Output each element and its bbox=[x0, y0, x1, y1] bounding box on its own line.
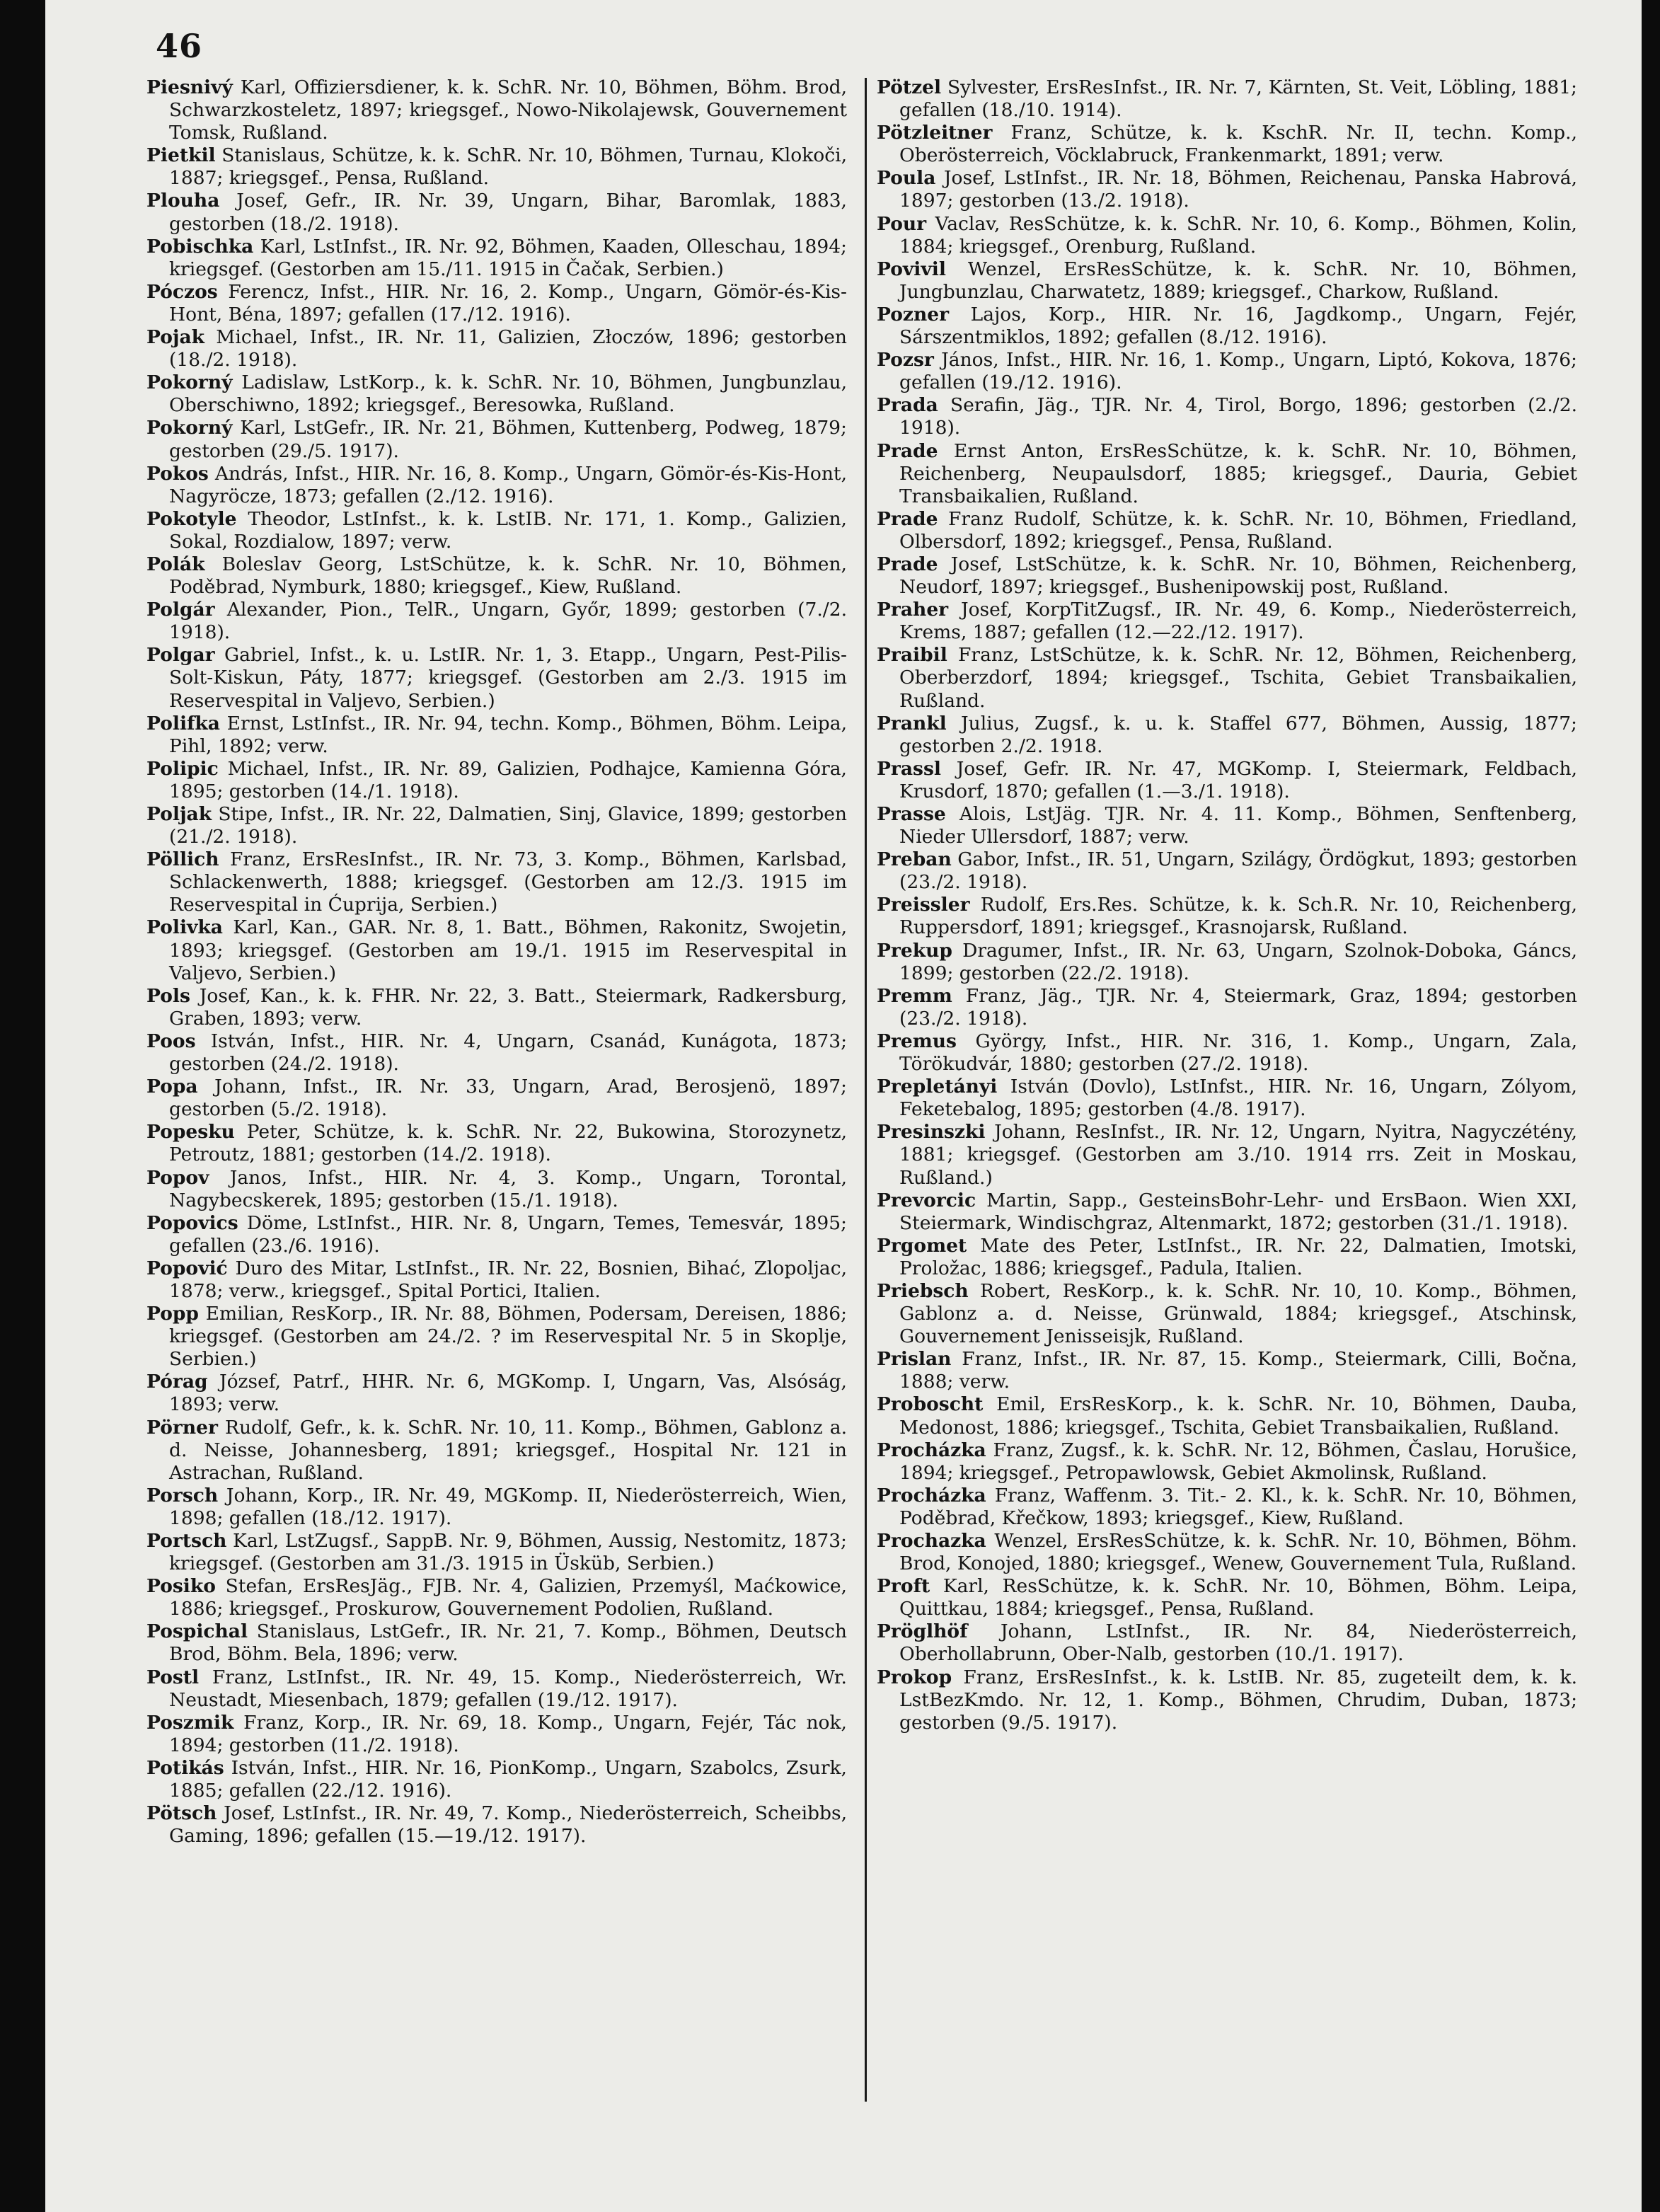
list-entry bbox=[877, 508, 1577, 553]
list-entry bbox=[146, 758, 847, 803]
entry-surname: Poula bbox=[877, 167, 936, 190]
list-entry bbox=[146, 1666, 847, 1712]
list-entry bbox=[146, 1485, 847, 1530]
list-entry bbox=[877, 940, 1577, 985]
entry-details: Gabriel, Infst., k. u. LstIR. Nr. 1, 3. Etapp., Ungarn, Pest-Pilis-Solt-Kiskun, Páty, 1877; kriegsgef. (Gestorben am 2./3. 1915 im Reservespital in Valjevo, Serbien.) bbox=[169, 644, 847, 712]
entry-details: Johann, ResInfst., IR. Nr. 12, Ungarn, Nyitra, Nagyczétény, 1881; kriegsgef. (Gestorben am 3./10. 1914 rrs. Zeit in Moskau, Rußland.) bbox=[899, 1121, 1577, 1189]
list-entry bbox=[146, 1620, 847, 1666]
entry-surname: Popovics bbox=[146, 1211, 238, 1234]
list-entry bbox=[146, 463, 847, 508]
entry-details: Peter, Schütze, k. k. SchR. Nr. 22, Bukowina, Storozynetz, Petroutz, 1881; gestorben (14./2. 1918). bbox=[169, 1121, 847, 1166]
list-entry bbox=[146, 1212, 847, 1257]
entry-surname: Pozner bbox=[877, 303, 950, 326]
list-entry bbox=[146, 326, 847, 371]
entry-surname: Pötzel bbox=[877, 76, 942, 98]
entry-details: Alexander, Pion., TelR., Ungarn, Győr, 1899; gestorben (7./2. 1918). bbox=[169, 599, 847, 644]
entry-details: Franz, ErsResInfst., IR. Nr. 73, 3. Komp., Böhmen, Karlsbad, Schlackenwerth, 1888; kriegsgef. (Gestorben am 12./3. 1915 im Reservespital in Ćuprija, Serbien.) bbox=[169, 848, 847, 916]
entry-surname: Preban bbox=[877, 848, 952, 871]
entry-details: István (Dovlo), LstInfst., HIR. Nr. 16, Ungarn, Zólyom, Feketebalog, 1895; gestorben (4./8. 1917). bbox=[899, 1076, 1577, 1121]
entry-surname: Popesku bbox=[146, 1121, 235, 1144]
entry-surname: Pojak bbox=[146, 326, 205, 349]
entry-surname: Polipic bbox=[146, 757, 219, 780]
entry-surname: Pötsch bbox=[146, 1802, 217, 1825]
entry-details: Emil, ErsResKorp., k. k. SchR. Nr. 10, Böhmen, Dauba, Medonost, 1886; kriegsgef., Tschita, Gebiet Transbaikalien, Rußland. bbox=[899, 1393, 1577, 1439]
entry-surname: Prgomet bbox=[877, 1234, 967, 1257]
entry-surname: Prade bbox=[877, 507, 938, 530]
entry-details: Wenzel, ErsResSchütze, k. k. SchR. Nr. 10, Böhmen, Jungbunzlau, Charwatetz, 1889; kriegsgef., Charkow, Rußland. bbox=[899, 258, 1577, 303]
entry-details: Ladislaw, LstKorp., k. k. SchR. Nr. 10, Böhmen, Jungbunzlau, Oberschiwno, 1892; kriegsgef., Beresowka, Rußland. bbox=[169, 371, 847, 417]
entry-surname: Prokop bbox=[877, 1666, 952, 1688]
list-entry bbox=[146, 144, 847, 190]
entry-surname: Preissler bbox=[877, 894, 970, 916]
entry-surname: Pols bbox=[146, 984, 190, 1007]
list-entry bbox=[877, 213, 1577, 258]
list-entry bbox=[877, 894, 1577, 939]
entry-surname: Pokorný bbox=[146, 371, 233, 394]
list-entry bbox=[146, 190, 847, 235]
entry-details: János, Infst., HIR. Nr. 16, 1. Komp., Ungarn, Liptó, Kokova, 1876; gefallen (19./12. 1916). bbox=[899, 349, 1577, 394]
list-entry bbox=[877, 848, 1577, 894]
entry-surname: Prevorcic bbox=[877, 1189, 976, 1211]
entry-details: Lajos, Korp., HIR. Nr. 16, Jagdkomp., Ungarn, Fejér, Sárszentmiklos, 1892; gefallen (8./12. 1916). bbox=[899, 303, 1577, 349]
entry-details: Josef, LstInfst., IR. Nr. 49, 7. Komp., Niederösterreich, Scheibbs, Gaming, 1896; gefallen (15.—19./12. 1917). bbox=[169, 1802, 847, 1848]
entry-surname: Posiko bbox=[146, 1575, 216, 1598]
entry-details: Karl, ResSchütze, k. k. SchR. Nr. 10, Böhmen, Böhm. Leipa, Quittkau, 1884; kriegsgef., Pensa, Rußland. bbox=[899, 1575, 1577, 1620]
entry-details: Julius, Zugsf., k. u. k. Staffel 677, Böhmen, Aussig, 1877; gestorben 2./2. 1918. bbox=[899, 712, 1577, 757]
entry-details: Stefan, ErsResJäg., FJB. Nr. 4, Galizien, Przemyśl, Maćkowice, 1886; kriegsgef., Proskurow, Gouvernement Podolien, Rußland. bbox=[169, 1575, 847, 1620]
entry-details: Josef, LstSchütze, k. k. SchR. Nr. 10, Böhmen, Reichenberg, Neudorf, 1897; kriegsgef., Bushenipowskij post, Rußland. bbox=[899, 553, 1577, 599]
entry-surname: Postl bbox=[146, 1666, 200, 1688]
list-entry bbox=[877, 553, 1577, 599]
list-entry bbox=[877, 1235, 1577, 1280]
list-entry bbox=[146, 599, 847, 644]
entry-surname: Prada bbox=[877, 394, 938, 417]
list-entry bbox=[146, 508, 847, 553]
list-entry bbox=[877, 599, 1577, 644]
entry-surname: Porsch bbox=[146, 1484, 219, 1507]
entry-details: Josef, Gefr., IR. Nr. 39, Ungarn, Bihar, Baromlak, 1883, gestorben (18./2. 1918). bbox=[169, 190, 847, 235]
list-entry bbox=[146, 848, 847, 916]
list-entry bbox=[877, 1530, 1577, 1575]
list-entry bbox=[146, 985, 847, 1030]
list-entry bbox=[877, 1121, 1577, 1189]
list-entry bbox=[146, 281, 847, 326]
list-entry bbox=[146, 1575, 847, 1620]
page-number: 46 bbox=[156, 27, 203, 65]
entry-surname: Pörner bbox=[146, 1416, 218, 1439]
entry-surname: Pötzleitner bbox=[877, 122, 993, 144]
list-entry bbox=[146, 417, 847, 462]
entry-surname: Praher bbox=[877, 599, 949, 621]
entry-surname: Pokos bbox=[146, 462, 209, 485]
list-entry bbox=[146, 1076, 847, 1121]
entry-surname: Plouha bbox=[146, 190, 220, 212]
entry-details: Franz, Korp., IR. Nr. 69, 18. Komp., Ungarn, Fejér, Tác nok, 1894; gestorben (11./2. 1918). bbox=[169, 1711, 847, 1756]
entry-surname: Prade bbox=[877, 553, 938, 575]
entry-details: Karl, LstGefr., IR. Nr. 21, Böhmen, Kuttenberg, Podweg, 1879; gestorben (29./5. 1917). bbox=[169, 417, 847, 462]
entry-surname: Prochazka bbox=[877, 1530, 986, 1552]
entry-details: Ernst, LstInfst., IR. Nr. 94, techn. Komp., Böhmen, Böhm. Leipa, Pihl, 1892; verw. bbox=[169, 712, 847, 757]
entry-details: Karl, Offiziersdiener, k. k. SchR. Nr. 10, Böhmen, Böhm. Brod, Schwarzkosteletz, 1897; kriegsgef., Nowo-Nikolajewsk, Gouvernement Tomsk, Rußland. bbox=[169, 76, 847, 144]
list-entry bbox=[146, 1303, 847, 1371]
right-column bbox=[877, 76, 1577, 1734]
entry-surname: Procházka bbox=[877, 1439, 986, 1461]
entry-surname: Prekup bbox=[877, 939, 952, 962]
entry-surname: Prade bbox=[877, 439, 938, 462]
entry-details: Alois, LstJäg. TJR. Nr. 4. 11. Komp., Böhmen, Senftenberg, Nieder Ullersdorf, 1887; verw. bbox=[899, 803, 1577, 848]
entry-details: Stipe, Infst., IR. Nr. 22, Dalmatien, Sinj, Glavice, 1899; gestorben (21./2. 1918). bbox=[169, 803, 847, 848]
entry-details: Franz Rudolf, Schütze, k. k. SchR. Nr. 10, Böhmen, Friedland, Olbersdorf, 1892; kriegsgef., Pensa, Rußland. bbox=[899, 507, 1577, 553]
entry-details: Michael, Infst., IR. Nr. 11, Galizien, Złoczów, 1896; gestorben (18./2. 1918). bbox=[169, 326, 847, 371]
entry-surname: Potikás bbox=[146, 1756, 224, 1779]
list-entry bbox=[146, 76, 847, 144]
entry-details: Franz, ErsResInfst., k. k. LstIB. Nr. 85, zugeteilt dem, k. k. LstBezKmdo. Nr. 12, 1. Komp., Böhmen, Chrudim, Duban, 1873; gestorben (9./5. 1917). bbox=[899, 1666, 1577, 1734]
entry-details: Theodor, LstInfst., k. k. LstIB. Nr. 171, 1. Komp., Galizien, Sokal, Rozdialow, 1897; verw. bbox=[169, 507, 847, 553]
entry-details: Gabor, Infst., IR. 51, Ungarn, Szilágy, Ördögkut, 1893; gestorben (23./2. 1918). bbox=[899, 848, 1577, 894]
entry-details: Mate des Peter, LstInfst., IR. Nr. 22, Dalmatien, Imotski, Proložac, 1886; kriegsgef., Padula, Italien. bbox=[899, 1234, 1577, 1279]
entry-surname: Praibil bbox=[877, 644, 947, 667]
list-entry bbox=[146, 916, 847, 984]
list-entry bbox=[877, 1030, 1577, 1076]
entry-surname: Popović bbox=[146, 1257, 228, 1279]
list-entry bbox=[146, 1417, 847, 1485]
entry-details: György, Infst., HIR. Nr. 316, 1. Komp., Ungarn, Zala, Törökudvár, 1880; gestorben (27./2. 1918). bbox=[899, 1030, 1577, 1076]
list-entry bbox=[146, 236, 847, 281]
column-divider bbox=[865, 78, 867, 2102]
entry-surname: Popp bbox=[146, 1303, 199, 1325]
entry-surname: Polák bbox=[146, 553, 205, 575]
entry-details: Wenzel, ErsResSchütze, k. k. SchR. Nr. 10, Böhmen, Böhm. Brod, Konojed, 1880; kriegsgef., Wenew, Gouvernement Tula, Rußland. bbox=[899, 1530, 1577, 1575]
entry-surname: Pröglhöf bbox=[877, 1620, 968, 1643]
entry-surname: Prassl bbox=[877, 757, 941, 780]
list-entry bbox=[877, 1348, 1577, 1393]
list-entry bbox=[877, 167, 1577, 212]
entry-details: Johann, Korp., IR. Nr. 49, MGKomp. II, Niederösterreich, Wien, 1898; gefallen (18./12. 1917). bbox=[169, 1484, 847, 1529]
list-entry bbox=[146, 1371, 847, 1416]
entry-surname: Pokorný bbox=[146, 417, 233, 439]
entry-surname: Prankl bbox=[877, 712, 947, 735]
entry-surname: Polivka bbox=[146, 916, 223, 939]
list-entry bbox=[877, 440, 1577, 508]
entry-details: Franz, Schütze, k. k. KschR. Nr. II, techn. Komp., Oberösterreich, Vöcklabruck, Frankenmarkt, 1891; verw. bbox=[899, 122, 1577, 167]
entry-details: Döme, LstInfst., HIR. Nr. 8, Ungarn, Temes, Temesvár, 1895; gefallen (23./6. 1916). bbox=[169, 1211, 847, 1257]
entry-surname: Pietkil bbox=[146, 144, 216, 167]
list-entry bbox=[877, 122, 1577, 167]
entry-surname: Popov bbox=[146, 1166, 209, 1189]
entry-surname: Poszmik bbox=[146, 1711, 234, 1734]
list-entry bbox=[146, 1802, 847, 1848]
entry-details: Franz, Infst., IR. Nr. 87, 15. Komp., Steiermark, Cilli, Bočna, 1888; verw. bbox=[899, 1348, 1577, 1393]
entry-details: Johann, Infst., IR. Nr. 33, Ungarn, Arad, Berosjenö, 1897; gestorben (5./2. 1918). bbox=[169, 1076, 847, 1121]
entry-surname: Pobischka bbox=[146, 235, 254, 258]
list-entry bbox=[877, 1076, 1577, 1121]
list-entry bbox=[877, 258, 1577, 304]
entry-details: Ferencz, Infst., HIR. Nr. 16, 2. Komp., Ungarn, Gömör-és-Kis-Hont, Béna, 1897; gefallen (17./12. 1916). bbox=[169, 280, 847, 326]
entry-surname: Premus bbox=[877, 1030, 957, 1052]
list-entry bbox=[877, 985, 1577, 1030]
entry-surname: Proboscht bbox=[877, 1393, 984, 1416]
entry-surname: Priebsch bbox=[877, 1279, 969, 1302]
list-entry bbox=[146, 1167, 847, 1212]
entry-details: Duro des Mitar, LstInfst., IR. Nr. 22, Bosnien, Bihać, Zlopoljac, 1878; verw., kriegsgef., Spital Portici, Italien. bbox=[169, 1257, 847, 1302]
entry-details: Martin, Sapp., GesteinsBohr-Lehr- und ErsBaon. Wien XXI, Steiermark, Windischgraz, Altenmarkt, 1872; gestorben (31./1. 1918). bbox=[899, 1189, 1577, 1234]
entry-surname: Polgár bbox=[146, 599, 215, 621]
list-entry bbox=[877, 713, 1577, 758]
list-entry bbox=[877, 1393, 1577, 1439]
entry-details: Emilian, ResKorp., IR. Nr. 88, Böhmen, Podersam, Dereisen, 1886; kriegsgef. (Gestorben am 24./2. ? im Reservespital Nr. 5 in Skoplje, Serbien.) bbox=[169, 1303, 847, 1371]
document-page bbox=[45, 0, 1642, 2212]
entry-details: Janos, Infst., HIR. Nr. 4, 3. Komp., Ungarn, Torontal, Nagybecskerek, 1895; gestorben (15./1. 1918). bbox=[169, 1166, 847, 1211]
entry-details: Dragumer, Infst., IR. Nr. 63, Ungarn, Szolnok-Doboka, Gáncs, 1899; gestorben (22./2. 1918). bbox=[899, 939, 1577, 984]
entry-details: Franz, LstSchütze, k. k. SchR. Nr. 12, Böhmen, Reichenberg, Oberberzdorf, 1894; kriegsgef., Tschita, Gebiet Transbaikalien, Rußland. bbox=[899, 644, 1577, 712]
entry-details: Karl, LstInfst., IR. Nr. 92, Böhmen, Kaaden, Olleschau, 1894; kriegsgef. (Gestorben am 15./11. 1915 in Čačak, Serbien.) bbox=[169, 235, 847, 280]
entry-surname: Polgar bbox=[146, 644, 215, 667]
entry-surname: Pórag bbox=[146, 1371, 208, 1393]
entry-surname: Prislan bbox=[877, 1348, 952, 1371]
entry-details: József, Patrf., HHR. Nr. 6, MGKomp. I, Ungarn, Vas, Alsóság, 1893; verw. bbox=[169, 1371, 847, 1416]
list-entry bbox=[146, 713, 847, 758]
list-entry bbox=[877, 76, 1577, 122]
entry-surname: Polifka bbox=[146, 712, 220, 735]
list-entry bbox=[146, 1030, 847, 1076]
entry-surname: Pospichal bbox=[146, 1620, 248, 1643]
list-entry bbox=[146, 1121, 847, 1166]
entry-details: Serafin, Jäg., TJR. Nr. 4, Tirol, Borgo, 1896; gestorben (2./2. 1918). bbox=[899, 394, 1577, 439]
entry-surname: Pokotyle bbox=[146, 507, 237, 530]
list-entry bbox=[877, 1575, 1577, 1620]
entry-details: Franz, Waffenm. 3. Tit.- 2. Kl., k. k. SchR. Nr. 10, Böhmen, Poděbrad, Křečkow, 1893; kriegsgef., Kiew, Rußland. bbox=[899, 1484, 1577, 1529]
entry-details: Stanislaus, Schütze, k. k. SchR. Nr. 10, Böhmen, Turnau, Klokoči, 1887; kriegsgef., Pensa, Rußland. bbox=[169, 144, 847, 190]
list-entry bbox=[877, 803, 1577, 848]
list-entry bbox=[877, 1280, 1577, 1348]
entry-details: Ernst Anton, ErsResSchütze, k. k. SchR. Nr. 10, Böhmen, Reichenberg, Neupaulsdorf, 1885; kriegsgef., Dauria, Gebiet Transbaikalien, Rußland. bbox=[899, 439, 1577, 507]
list-entry bbox=[877, 1666, 1577, 1734]
entry-surname: Pöllich bbox=[146, 848, 219, 871]
list-entry bbox=[877, 1189, 1577, 1235]
entry-surname: Poos bbox=[146, 1030, 196, 1052]
entry-surname: Piesnivý bbox=[146, 76, 233, 98]
entry-details: Franz, LstInfst., IR. Nr. 49, 15. Komp., Niederösterreich, Wr. Neustadt, Miesenbach, 1879; gefallen (19./12. 1917). bbox=[169, 1666, 847, 1711]
entry-surname: Proft bbox=[877, 1575, 930, 1598]
list-entry bbox=[146, 1530, 847, 1575]
list-entry bbox=[146, 553, 847, 599]
entry-surname: Premm bbox=[877, 984, 952, 1007]
entry-surname: Popa bbox=[146, 1076, 198, 1098]
entry-surname: Póczos bbox=[146, 280, 218, 303]
entry-details: Josef, Gefr. IR. Nr. 47, MGKomp. I, Steiermark, Feldbach, Krusdorf, 1870; gefallen (1.—3./1. 1918). bbox=[899, 757, 1577, 802]
entry-surname: Procházka bbox=[877, 1484, 986, 1507]
list-entry bbox=[146, 1757, 847, 1802]
entry-details: Michael, Infst., IR. Nr. 89, Galizien, Podhajce, Kamienna Góra, 1895; gestorben (14./1. 1918). bbox=[169, 757, 847, 802]
entry-surname: Poljak bbox=[146, 803, 212, 825]
entry-surname: Prepletányi bbox=[877, 1076, 998, 1098]
entry-details: István, Infst., HIR. Nr. 16, PionKomp., Ungarn, Szabolcs, Zsurk, 1885; gefallen (22./12. 1916). bbox=[169, 1756, 847, 1802]
list-entry bbox=[877, 349, 1577, 394]
list-entry bbox=[877, 644, 1577, 712]
entry-details: István, Infst., HIR. Nr. 4, Ungarn, Csanád, Kunágota, 1873; gestorben (24./2. 1918). bbox=[169, 1030, 847, 1076]
entry-details: Robert, ResKorp., k. k. SchR. Nr. 10, 10. Komp., Böhmen, Gablonz a. d. Neisse, Grünwald, 1884; kriegsgef., Atschinsk, Gouvernement Jenisseisjk, Rußland. bbox=[899, 1279, 1577, 1348]
entry-surname: Pour bbox=[877, 212, 927, 235]
list-entry bbox=[877, 1439, 1577, 1485]
entry-details: Rudolf, Ers.Res. Schütze, k. k. Sch.R. Nr. 10, Reichenberg, Ruppersdorf, 1891; kriegsgef., Krasnojarsk, Rußland. bbox=[899, 894, 1577, 939]
list-entry bbox=[146, 371, 847, 417]
entry-details: Sylvester, ErsResInfst., IR. Nr. 7, Kärnten, St. Veit, Löbling, 1881; gefallen (18./10. 1914). bbox=[899, 76, 1577, 122]
entry-details: Karl, Kan., GAR. Nr. 8, 1. Batt., Böhmen, Rakonitz, Swojetin, 1893; kriegsgef. (Gestorben am 19./1. 1915 im Reservespital in Valjevo, Serbien.) bbox=[169, 916, 847, 984]
entry-details: Franz, Jäg., TJR. Nr. 4, Steiermark, Graz, 1894; gestorben (23./2. 1918). bbox=[899, 984, 1577, 1030]
list-entry bbox=[877, 1620, 1577, 1666]
entry-details: Karl, LstZugsf., SappB. Nr. 9, Böhmen, Aussig, Nestomitz, 1873; kriegsgef. (Gestorben am 31./3. 1915 in Üsküb, Serbien.) bbox=[169, 1530, 847, 1575]
list-entry bbox=[877, 758, 1577, 803]
entry-details: Josef, Kan., k. k. FHR. Nr. 22, 3. Batt., Steiermark, Radkersburg, Graben, 1893; verw. bbox=[169, 984, 847, 1030]
entry-surname: Prasse bbox=[877, 803, 946, 825]
entry-details: Johann, LstInfst., IR. Nr. 84, Niederösterreich, Oberhollabrunn, Ober-Nalb, gestorben (10./1. 1917). bbox=[899, 1620, 1577, 1666]
entry-details: Boleslav Georg, LstSchütze, k. k. SchR. Nr. 10, Böhmen, Poděbrad, Nymburk, 1880; kriegsgef., Kiew, Rußland. bbox=[169, 553, 847, 599]
list-entry bbox=[877, 1485, 1577, 1530]
list-entry bbox=[146, 803, 847, 848]
list-entry bbox=[877, 304, 1577, 349]
list-entry bbox=[146, 1257, 847, 1303]
list-entry bbox=[877, 394, 1577, 439]
list-entry bbox=[146, 644, 847, 712]
entry-details: Stanislaus, LstGefr., IR. Nr. 21, 7. Komp., Böhmen, Deutsch Brod, Böhm. Bela, 1896; verw. bbox=[169, 1620, 847, 1666]
entry-surname: Presinszki bbox=[877, 1121, 986, 1144]
entry-details: Rudolf, Gefr., k. k. SchR. Nr. 10, 11. Komp., Böhmen, Gablonz a. d. Neisse, Johannesberg, 1891; kriegsgef., Hospital Nr. 121 in Astrachan, Rußland. bbox=[169, 1416, 847, 1484]
left-column bbox=[146, 76, 847, 1848]
list-entry bbox=[146, 1712, 847, 1757]
entry-details: Franz, Zugsf., k. k. SchR. Nr. 12, Böhmen, Časlau, Horušice, 1894; kriegsgef., Petropawlowsk, Gebiet Akmolinsk, Rußland. bbox=[899, 1439, 1577, 1484]
entry-details: András, Infst., HIR. Nr. 16, 8. Komp., Ungarn, Gömör-és-Kis-Hont, Nagyröcze, 1873; gefallen (2./12. 1916). bbox=[169, 462, 847, 507]
entry-surname: Pozsr bbox=[877, 349, 934, 371]
entry-details: Josef, LstInfst., IR. Nr. 18, Böhmen, Reichenau, Panska Habrová, 1897; gestorben (13./2. 1918). bbox=[899, 167, 1577, 212]
entry-surname: Povivil bbox=[877, 258, 946, 280]
entry-details: Josef, KorpTitZugsf., IR. Nr. 49, 6. Komp., Niederösterreich, Krems, 1887; gefallen (12.—22./12. 1917). bbox=[899, 599, 1577, 644]
entry-surname: Portsch bbox=[146, 1530, 227, 1552]
entry-details: Vaclav, ResSchütze, k. k. SchR. Nr. 10, 6. Komp., Böhmen, Kolin, 1884; kriegsgef., Orenburg, Rußland. bbox=[899, 212, 1577, 258]
